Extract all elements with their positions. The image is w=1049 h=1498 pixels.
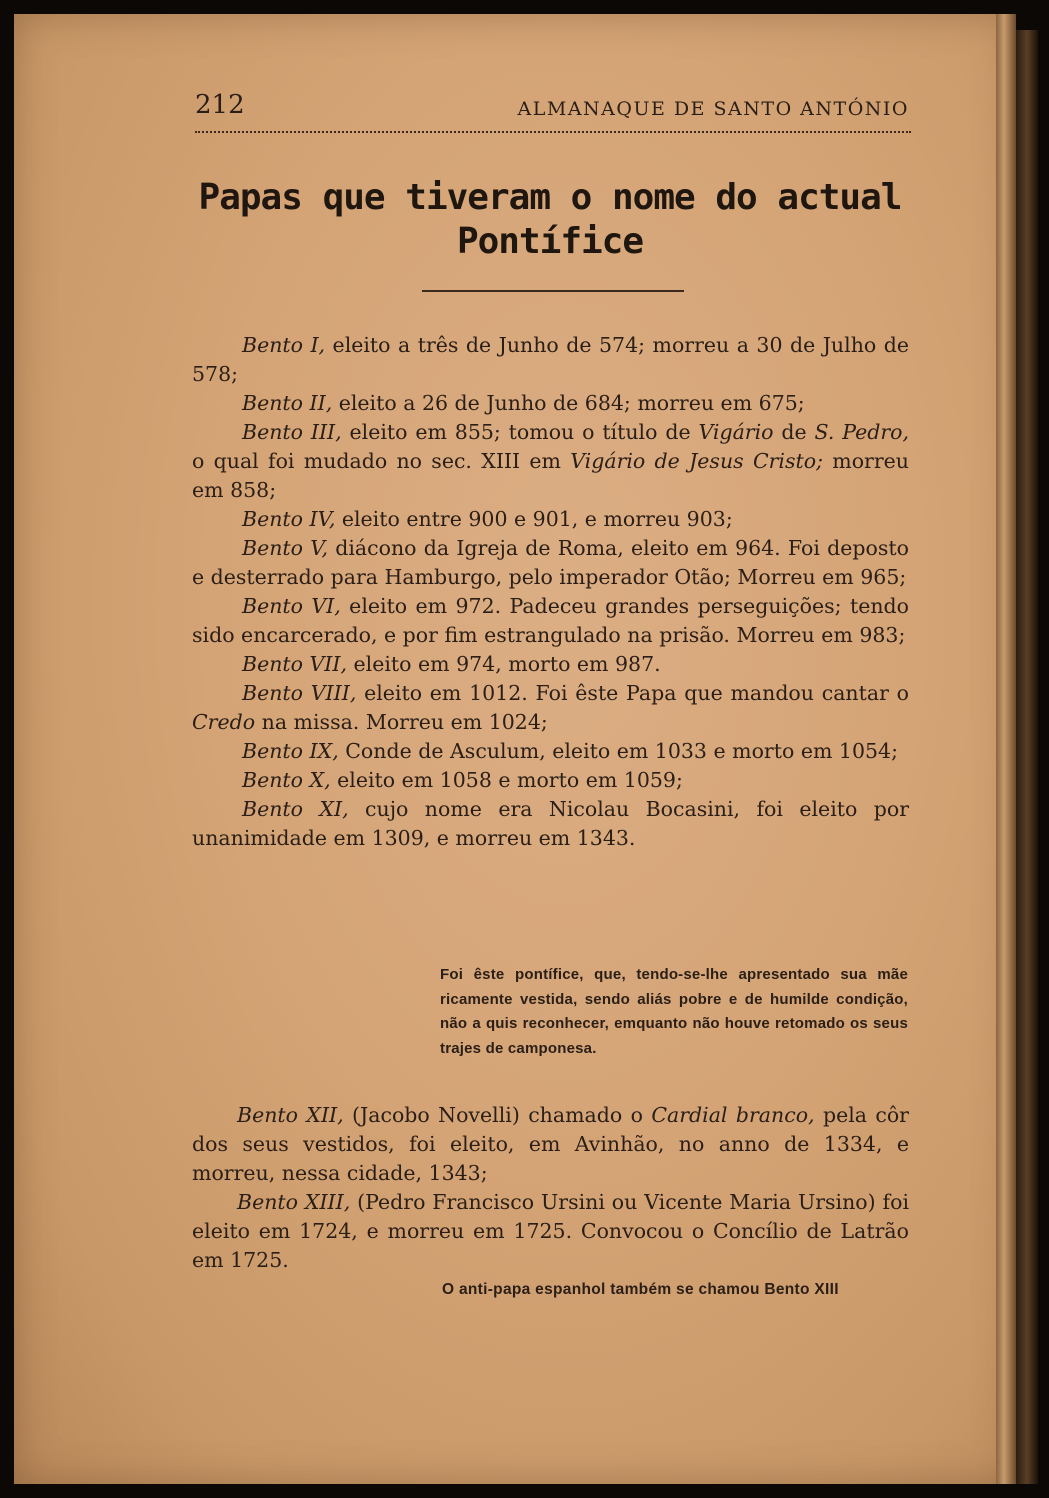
entry-bento-6: [192, 592, 909, 650]
page-number: 212: [195, 90, 245, 120]
entry-text: o qual foi mudado no sec. XIII em: [192, 449, 571, 473]
entry-italic: Vigário: [698, 420, 774, 444]
entry-text: morreu em 858;: [192, 449, 909, 502]
entry-text: eleito em 974, morto em 987.: [347, 652, 661, 676]
binding-shadow: [1016, 30, 1038, 1484]
entry-text: eleito em 1058 e morto em 1059;: [330, 768, 683, 792]
entry-text: eleito em 855; tomou o título de: [341, 420, 699, 444]
entry-text: Conde de Asculum, eleito em 1033 e morto em 1054;: [338, 739, 898, 763]
entry-name: Bento VI,: [242, 594, 341, 618]
footnote-bento-11: Foi êste pontífice, que, tendo-se-lhe apresentado sua mãe ricamente vestida, sendo aliás pobre e de humilde condição, não a quis reconhecer, emquanto não houve retomado os seus trajes de camponesa.: [440, 966, 908, 1057]
entry-name: Bento III,: [242, 420, 342, 444]
entry-bento-11: [192, 795, 909, 853]
entry-bento-13: [192, 1188, 909, 1275]
entry-text: eleito em 1012. Foi êste Papa que mandou cantar o: [356, 681, 909, 705]
entry-name: Bento II,: [242, 391, 333, 415]
entry-name: Bento I,: [242, 333, 326, 357]
entry-italic: S. Pedro,: [814, 420, 909, 444]
entry-bento-5: [192, 534, 909, 592]
entry-name: Bento VII,: [242, 652, 348, 676]
entry-bento-7: [192, 650, 909, 679]
entry-name: Bento XIII,: [237, 1190, 351, 1214]
entry-bento-12: [192, 1101, 909, 1188]
entry-bento-8: [192, 679, 909, 737]
entry-text: cujo nome era Nicolau Bocasini, foi eleito por unanimidade em 1309, e morreu em 1343.: [192, 797, 909, 850]
entry-text: eleito a 26 de Junho de 684; morreu em 675;: [332, 391, 805, 415]
entry-text: eleito em 972. Padeceu grandes perseguições; tendo sido encarcerado, e por fim estrangulado na prisão. Morreu em 983;: [192, 594, 909, 647]
entry-name: Bento XII,: [237, 1103, 344, 1127]
article-title: [190, 176, 910, 264]
title-divider: [422, 290, 684, 292]
entry-text: diácono da Igreja de Roma, eleito em 964. Foi deposto e desterrado para Hamburgo, pelo imperador Otão; Morreu em 965;: [192, 536, 909, 589]
title-line-2: Pontífice: [456, 221, 644, 262]
entry-name: Bento VIII,: [242, 681, 357, 705]
running-title: ALMANAQUE DE SANTO ANTÓNIO: [517, 98, 909, 120]
entry-name: Bento V,: [242, 536, 328, 560]
page-edge: [996, 14, 1016, 1484]
entry-text: na missa. Morreu em 1024;: [255, 710, 548, 734]
entry-bento-2: [192, 389, 909, 418]
entry-bento-10: [192, 766, 909, 795]
entry-text: (Pedro Francisco Ursini ou Vicente Maria Ursino) foi eleito em 1724, e morreu em 1725. Convocou o Concílio de Latrão em 1725.: [192, 1190, 909, 1272]
entries-list-continued: [192, 1101, 909, 1275]
entry-text: eleito entre 900 e 901, e morreu 903;: [335, 507, 733, 531]
header-divider: [195, 131, 911, 133]
entry-text: pela côr dos seus vestidos, foi eleito, em Avinhão, no anno de 1334, e morreu, nessa cidade, 1343;: [192, 1103, 909, 1185]
entry-name: Bento IV,: [242, 507, 336, 531]
entry-bento-4: [192, 505, 909, 534]
entry-italic: Vigário de Jesus Cristo;: [570, 449, 823, 473]
entry-italic: Credo: [192, 710, 256, 734]
entries-list: [192, 331, 909, 853]
entry-bento-3: [192, 418, 909, 505]
entry-name: Bento XI,: [242, 797, 349, 821]
entry-italic: Cardial branco,: [651, 1103, 815, 1127]
entry-name: Bento X,: [242, 768, 331, 792]
footnote-antipope: O anti-papa espanhol também se chamou Bento XIII: [442, 1281, 839, 1298]
entry-text: eleito a três de Junho de 574; morreu a 30 de Julho de 578;: [192, 333, 909, 386]
entry-bento-1: [192, 331, 909, 389]
entry-text: de: [773, 420, 815, 444]
entry-bento-9: [192, 737, 909, 766]
entry-name: Bento IX,: [242, 739, 339, 763]
title-line-1: Papas que tiveram o nome do actual: [198, 177, 902, 218]
entry-text: (Jacobo Novelli) chamado o: [343, 1103, 652, 1127]
